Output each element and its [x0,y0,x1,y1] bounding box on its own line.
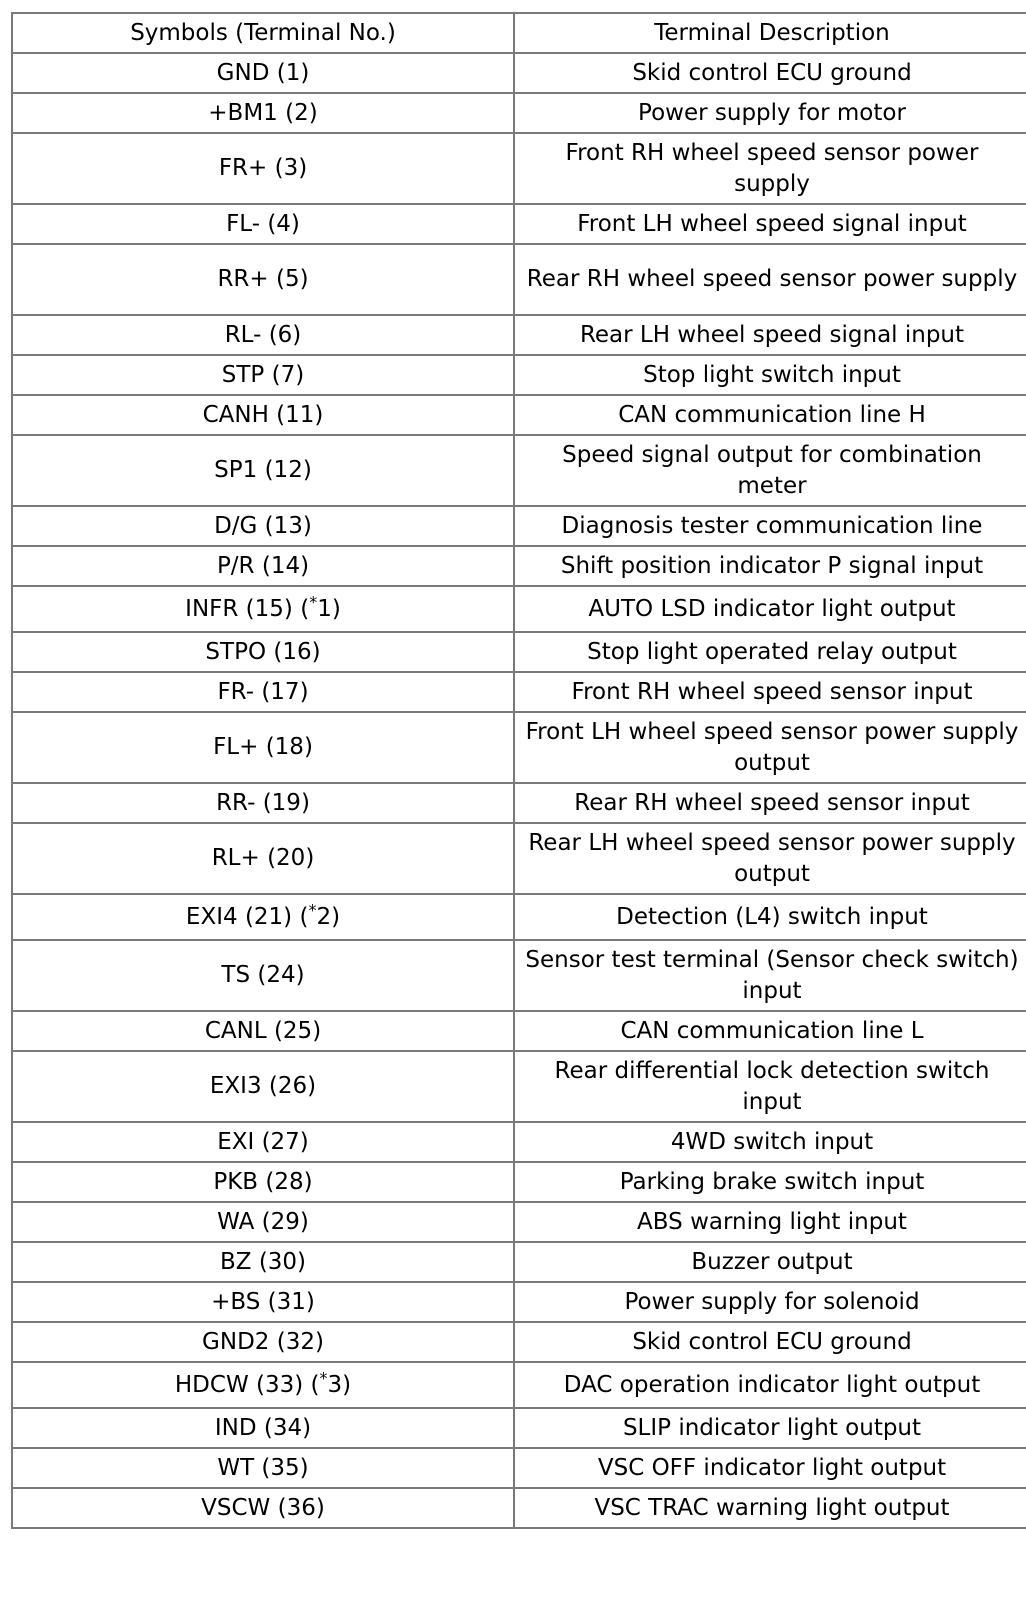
footnote-number: 2 [316,903,332,930]
table-row [12,93,1026,133]
terminal-table [11,12,1026,1529]
terminal-symbol: WA (29) [217,1208,309,1235]
footnote-close-paren: ) [331,903,341,930]
terminal-symbol-cell [12,1282,514,1322]
footnote-number: 3 [327,1371,343,1398]
terminal-table-container [11,12,1026,1529]
terminal-description: Stop light operated relay output [514,632,1026,672]
terminal-symbol: TS (24) [221,962,305,988]
terminal-description: SLIP indicator light output [514,1408,1026,1448]
terminal-description: Rear differential lock detection switch input [514,1051,1026,1122]
terminal-description: VSC TRAC warning light output [514,1488,1026,1528]
footnote-close-paren: ) [342,1371,352,1398]
terminal-description: Power supply for motor [514,93,1026,133]
terminal-symbol: RL- (6) [224,321,302,348]
terminal-description: Skid control ECU ground [514,53,1026,93]
terminal-symbol: EXI3 (26) [209,1073,317,1099]
terminal-symbol: FR+ (3) [218,155,308,181]
footnote-asterisk: * [309,591,318,611]
terminal-symbol-cell [12,204,514,244]
terminal-description: Front RH wheel speed sensor power supply [514,133,1026,204]
table-row [12,672,1026,712]
table-row [12,783,1026,823]
terminal-symbol-cell [12,315,514,355]
terminal-symbol: EXI (27) [217,1128,309,1155]
table-row [12,1322,1026,1362]
table-row [12,133,1026,204]
terminal-symbol-cell [12,672,514,712]
terminal-description: Diagnosis tester communication line [514,506,1026,546]
terminal-symbol-cell [12,940,514,1011]
table-row [12,1408,1026,1448]
terminal-symbol: PKB (28) [213,1168,313,1195]
table-row [12,244,1026,315]
terminal-description: VSC OFF indicator light output [514,1448,1026,1488]
terminal-symbol: P/R (14) [216,552,310,579]
table-row [12,1242,1026,1282]
footnote-number: 1 [317,595,332,622]
table-row [12,546,1026,586]
terminal-description: Parking brake switch input [514,1162,1026,1202]
table-row [12,712,1026,783]
terminal-symbol-cell [12,1362,514,1408]
terminal-symbol: RR+ (5) [217,266,309,292]
terminal-symbol: VSCW (36) [201,1494,325,1521]
terminal-description: Front LH wheel speed signal input [514,204,1026,244]
terminal-symbol-cell [12,1408,514,1448]
table-row [12,1202,1026,1242]
terminal-description: AUTO LSD indicator light output [514,586,1026,632]
table-row [12,1282,1026,1322]
terminal-symbol: INFR (15) ( [185,595,310,622]
table-row [12,204,1026,244]
terminal-symbol-cell [12,93,514,133]
terminal-symbol-cell [12,395,514,435]
terminal-description: Sensor test terminal (Sensor check switch) input [514,940,1026,1011]
table-row [12,894,1026,940]
terminal-description: CAN communication line L [514,1011,1026,1051]
terminal-symbol-cell [12,53,514,93]
terminal-description: CAN communication line H [514,395,1026,435]
terminal-symbol-cell [12,1162,514,1202]
terminal-symbol: GND2 (32) [202,1328,324,1355]
table-row [12,395,1026,435]
terminal-symbol: D/G (13) [214,512,312,539]
terminal-symbol-cell [12,632,514,672]
terminal-symbol-cell [12,823,514,894]
table-body [12,53,1026,1528]
terminal-symbol-cell [12,586,514,632]
terminal-symbol-cell [12,546,514,586]
terminal-symbol-cell [12,435,514,506]
table-row [12,1488,1026,1528]
terminal-symbol-cell [12,244,514,315]
terminal-description: Shift position indicator P signal input [514,546,1026,586]
terminal-symbol-cell [12,355,514,395]
terminal-symbol: RR- (19) [216,789,310,816]
terminal-description: Front RH wheel speed sensor input [514,672,1026,712]
terminal-symbol: FR- (17) [217,678,309,705]
terminal-symbol: +BM1 (2) [208,99,318,126]
terminal-symbol-cell [12,133,514,204]
terminal-description: Rear LH wheel speed signal input [514,315,1026,355]
terminal-symbol-cell [12,1202,514,1242]
table-row [12,1011,1026,1051]
terminal-symbol-cell [12,1322,514,1362]
table-row [12,823,1026,894]
table-row [12,1448,1026,1488]
terminal-symbol-cell [12,1448,514,1488]
terminal-symbol: RL+ (20) [211,845,315,871]
table-row [12,1122,1026,1162]
table-row [12,53,1026,93]
terminal-symbol-cell [12,1242,514,1282]
footnote-asterisk: * [308,899,317,919]
terminal-description: 4WD switch input [514,1122,1026,1162]
terminal-symbol: STPO (16) [205,638,321,665]
terminal-description: Rear LH wheel speed sensor power supply output [514,823,1026,894]
terminal-symbol-cell [12,1488,514,1528]
terminal-description: Front LH wheel speed sensor power supply output [514,712,1026,783]
terminal-symbol: SP1 (12) [214,457,312,483]
terminal-symbol-cell [12,1051,514,1122]
table-row [12,1051,1026,1122]
terminal-symbol: BZ (30) [219,1248,307,1275]
terminal-description: Power supply for solenoid [514,1282,1026,1322]
terminal-symbol-cell [12,1011,514,1051]
terminal-symbol: EXI4 (21) ( [185,903,309,930]
terminal-symbol: HDCW (33) ( [174,1371,320,1398]
table-row [12,1162,1026,1202]
terminal-description: Detection (L4) switch input [514,894,1026,940]
table-row [12,315,1026,355]
table-row [12,940,1026,1011]
table-row [12,586,1026,632]
terminal-description: Buzzer output [514,1242,1026,1282]
terminal-symbol-cell [12,783,514,823]
terminal-symbol: CANL (25) [204,1017,322,1044]
header-description: Terminal Description [514,13,1026,53]
terminal-symbol: FL- (4) [226,210,300,237]
terminal-symbol-cell [12,894,514,940]
terminal-description: Skid control ECU ground [514,1322,1026,1362]
terminal-symbol: CANH (11) [202,401,324,428]
table-row [12,355,1026,395]
terminal-symbol: IND (34) [214,1414,312,1441]
table-row [12,1362,1026,1408]
terminal-symbol-cell [12,1122,514,1162]
terminal-symbol: WT (35) [217,1454,309,1481]
terminal-symbol: STP (7) [221,361,305,388]
terminal-symbol: FL+ (18) [213,734,313,760]
terminal-symbol-cell [12,712,514,783]
terminal-description: Rear RH wheel speed sensor input [514,783,1026,823]
table-row [12,506,1026,546]
terminal-symbol: GND (1) [216,59,310,86]
terminal-symbol: +BS (31) [211,1288,315,1315]
table-header-row [12,13,1026,53]
footnote-asterisk: * [319,1367,328,1387]
table-row [12,435,1026,506]
terminal-description: DAC operation indicator light output [514,1362,1026,1408]
terminal-description: Rear RH wheel speed sensor power supply [514,244,1026,315]
terminal-description: Speed signal output for combination meter [514,435,1026,506]
terminal-symbol-cell [12,506,514,546]
table-row [12,632,1026,672]
terminal-description: ABS warning light input [514,1202,1026,1242]
footnote-close-paren: ) [331,595,341,622]
terminal-description: Stop light switch input [514,355,1026,395]
header-symbols: Symbols (Terminal No.) [12,13,514,53]
